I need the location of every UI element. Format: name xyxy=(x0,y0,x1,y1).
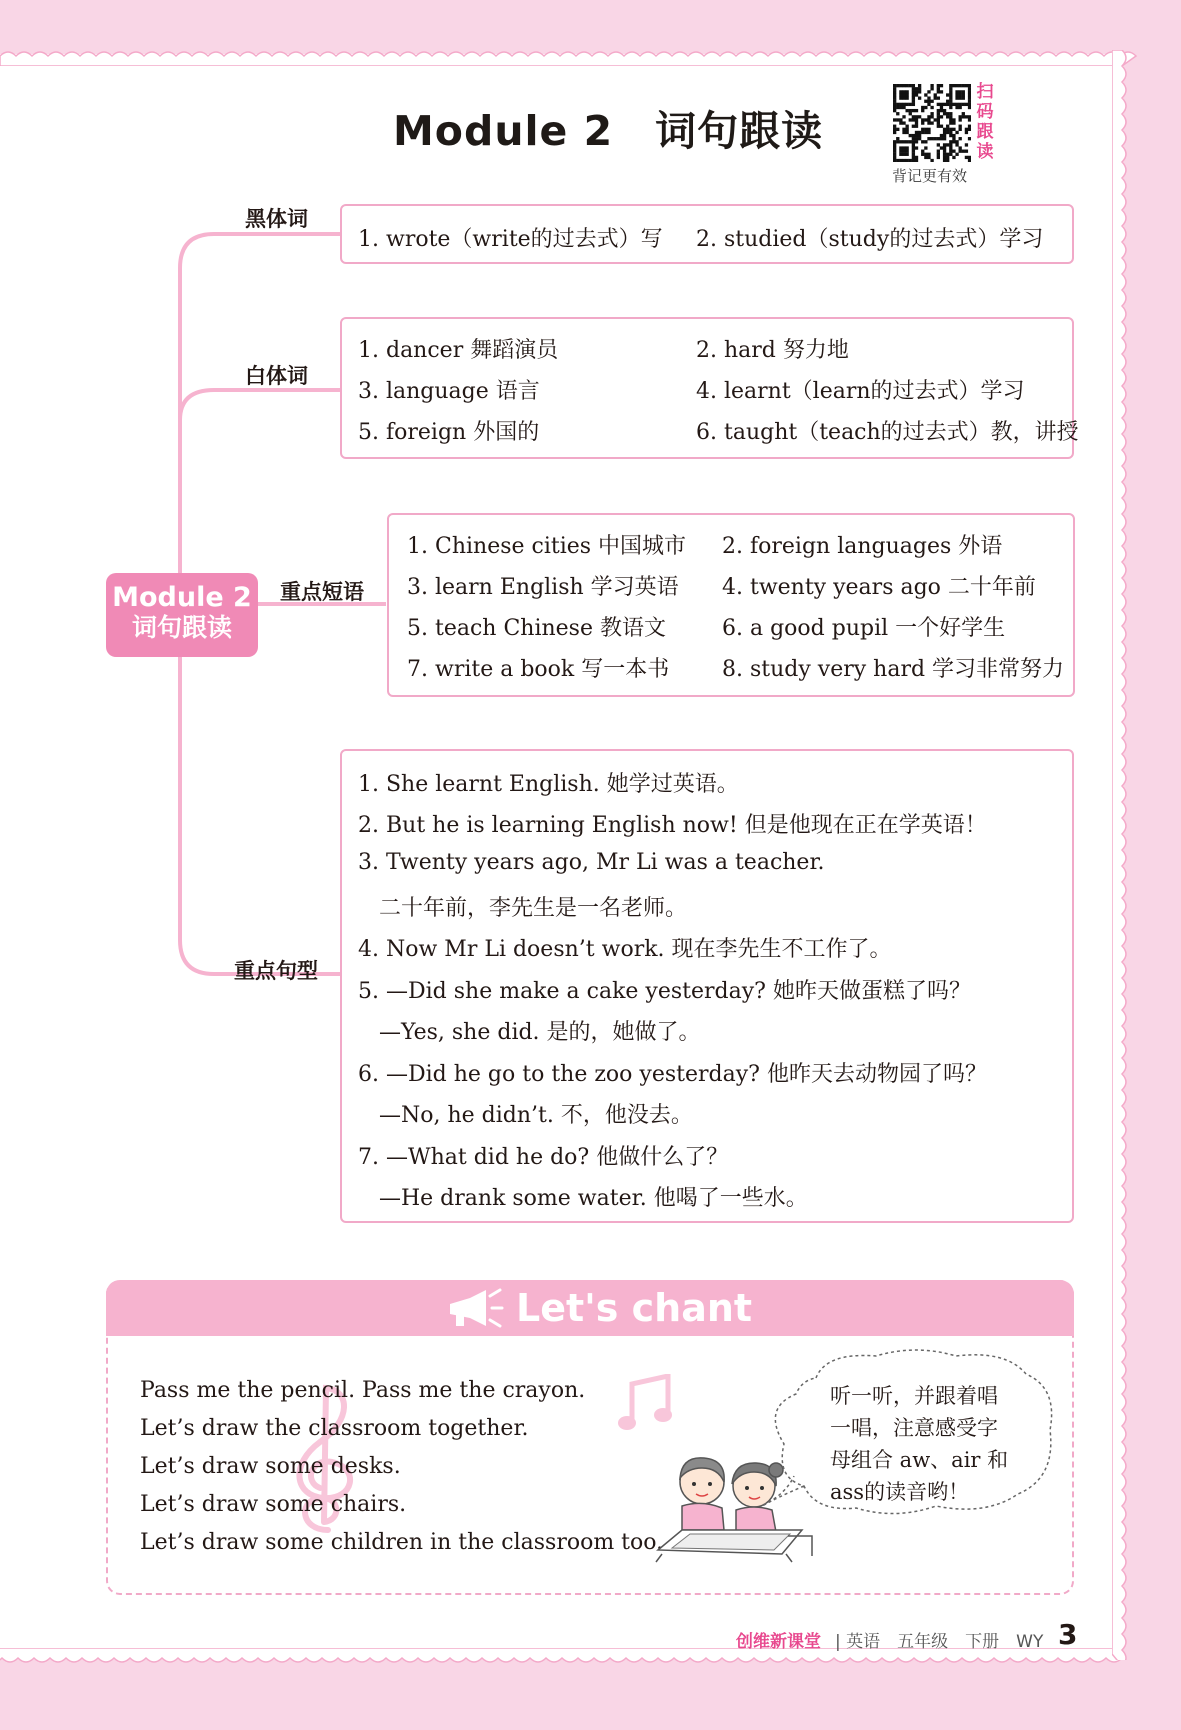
chant-line: Pass me the pencil. Pass me the crayon. xyxy=(140,1378,586,1403)
sentence-line: —Yes, she did. 是的，她做了。 xyxy=(358,1020,701,1045)
word-item: 4. learnt（learn的过去式）学习 xyxy=(696,379,1025,404)
center-node xyxy=(106,573,258,657)
bubble-line: 听一听，并跟着唱 xyxy=(830,1384,998,1408)
word-item: 1. wrote（write的过去式）写 xyxy=(358,227,663,252)
phrase-item: 1. Chinese cities 中国城市 xyxy=(407,534,687,559)
qr-side-char: 跟 xyxy=(976,122,994,142)
sentence-line: 3. Twenty years ago, Mr Li was a teacher. xyxy=(358,850,825,875)
chant-line: Let’s draw the classroom together. xyxy=(140,1416,529,1441)
chant-title: Let's chant xyxy=(516,1286,753,1330)
bubble-line: ass的读音哟！ xyxy=(830,1480,970,1504)
bubble-line: 母组合 aw、air 和 xyxy=(830,1448,1009,1472)
center-node-subtitle: 词句跟读 xyxy=(131,613,232,642)
label-sentences: 重点句型 xyxy=(234,959,318,983)
bold-words-box xyxy=(340,204,1074,264)
megaphone-icon xyxy=(446,1288,504,1332)
phrases-box xyxy=(387,513,1075,697)
sentence-line: 6. —Did he go to the zoo yesterday? 他昨天去动物园了吗？ xyxy=(358,1062,987,1087)
label-bold-words: 黑体词 xyxy=(245,207,308,231)
page-number: 3 xyxy=(1058,1618,1078,1651)
word-item: 6. taught（teach的过去式）教，讲授 xyxy=(696,420,1079,445)
phrase-item: 5. teach Chinese 教语文 xyxy=(407,616,666,641)
page-title: Module 2 词句跟读 xyxy=(393,107,824,155)
chant-line: Let’s draw some children in the classroom too. xyxy=(140,1530,664,1555)
word-item: 2. hard 努力地 xyxy=(696,338,849,363)
footer-brand: 创维新课堂 xyxy=(736,1632,821,1652)
sentence-line: —No, he didn’t. 不，他没去。 xyxy=(358,1103,693,1128)
chant-line: Let’s draw some chairs. xyxy=(140,1492,407,1517)
sentence-line: —He drank some water. 他喝了一些水。 xyxy=(358,1186,808,1211)
sentence-line: 5. —Did she make a cake yesterday? 她昨天做蛋糕了吗？ xyxy=(358,979,971,1004)
center-node-title: Module 2 xyxy=(112,582,252,613)
sentences-box xyxy=(340,749,1074,1223)
phrase-item: 8. study very hard 学习非常努力 xyxy=(722,657,1065,682)
phrase-item: 4. twenty years ago 二十年前 xyxy=(722,575,1036,600)
chant-line: Let’s draw some desks. xyxy=(140,1454,401,1479)
bubble-line: 一唱，注意感受字 xyxy=(830,1416,998,1440)
qr-side-char: 码 xyxy=(976,102,994,122)
phrase-item: 6. a good pupil 一个好学生 xyxy=(722,616,1006,641)
label-plain-words: 白体词 xyxy=(245,364,308,388)
sentence-line: 二十年前，李先生是一名老师。 xyxy=(358,896,687,921)
word-item: 3. language 语言 xyxy=(358,379,540,404)
music-note-icon xyxy=(618,1374,674,1434)
sentence-line: 2. But he is learning English now! 但是他现在正在学英语！ xyxy=(358,813,987,838)
qr-side-char: 扫 xyxy=(976,82,994,102)
footer-book-info: | 英语 五年级 下册 WY xyxy=(835,1632,1044,1652)
phrase-item: 3. learn English 学习英语 xyxy=(407,575,679,600)
sentence-line: 1. She learnt English. 她学过英语。 xyxy=(358,772,739,797)
word-item: 5. foreign 外国的 xyxy=(358,420,540,445)
word-item: 1. dancer 舞蹈演员 xyxy=(358,338,559,363)
plain-words-box xyxy=(340,317,1079,459)
sentence-line: 7. —What did he do? 他做什么了？ xyxy=(358,1145,729,1170)
qr-caption: 背记更有效 xyxy=(892,167,968,185)
label-phrases: 重点短语 xyxy=(280,580,364,604)
sentence-line: 4. Now Mr Li doesn’t work. 现在李先生不工作了。 xyxy=(358,937,892,962)
qr-side-char: 读 xyxy=(976,142,994,162)
phrase-item: 2. foreign languages 外语 xyxy=(722,534,1003,559)
phrase-item: 7. write a book 写一本书 xyxy=(407,657,670,682)
word-item: 2. studied（study的过去式）学习 xyxy=(696,227,1044,252)
